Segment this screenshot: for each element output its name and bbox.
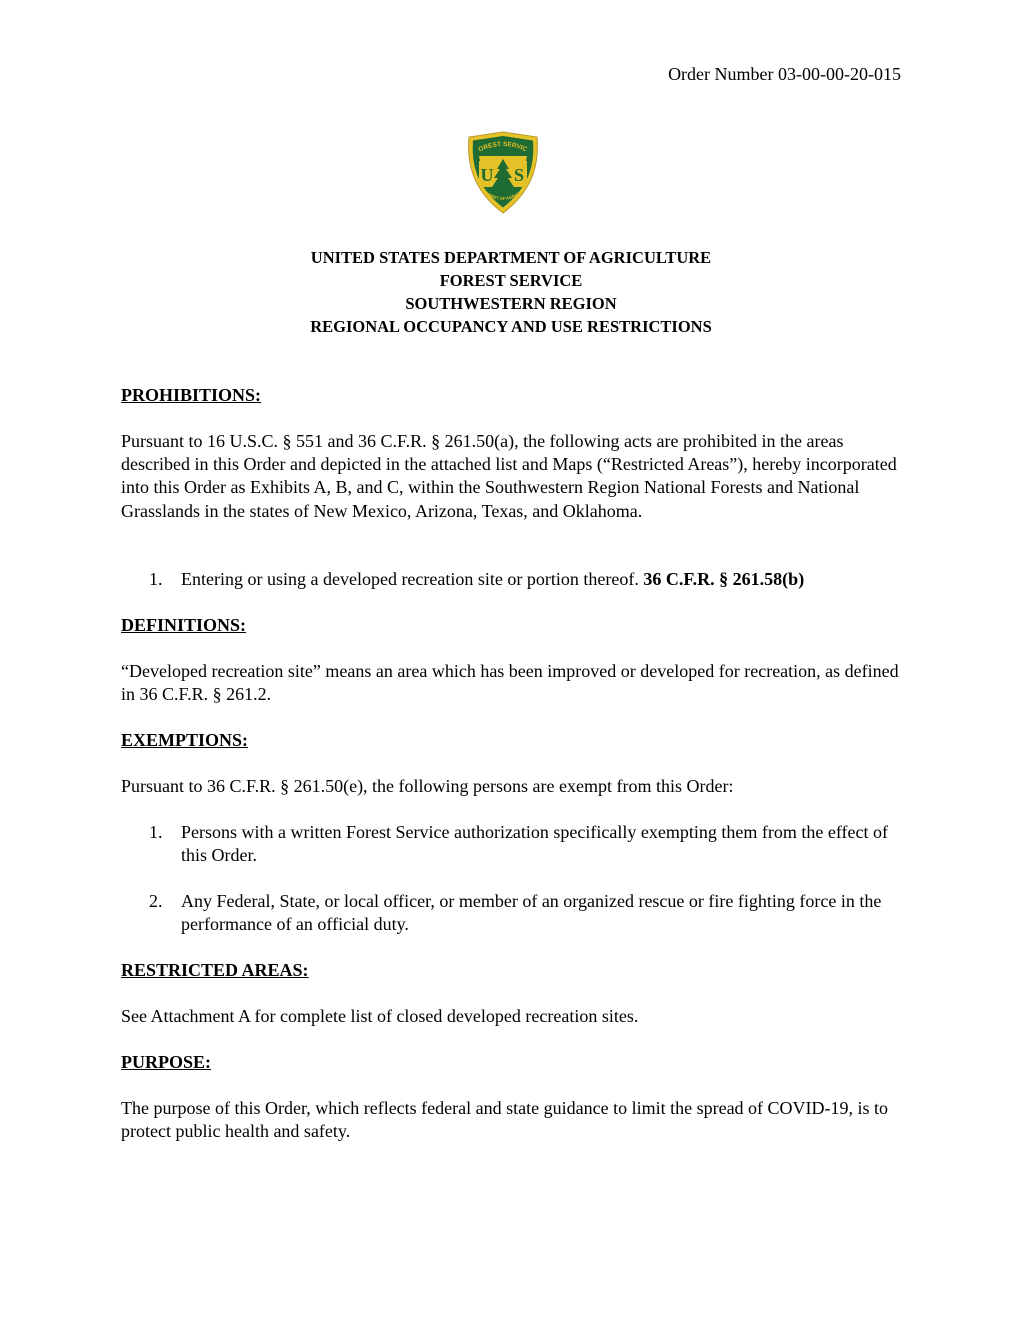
restricted-areas-text: See Attachment A for complete list of closed developed recreation sites. <box>121 1006 639 1026</box>
exemption-item-number: 2. <box>149 891 163 911</box>
svg-text:U: U <box>480 165 494 185</box>
purpose-text: The purpose of this Order, which reflects federal and state guidance to limit the spread of COVID-19, is to protect public health and safety. <box>121 1098 889 1142</box>
definitions-heading: DEFINITIONS: <box>121 615 247 635</box>
prohibition-item-number: 1. <box>149 569 163 589</box>
prohibition-item <box>149 568 901 591</box>
prohibition-item-text: Entering or using a developed recreation site or portion thereof. <box>181 569 639 589</box>
exemption-item-text: Any Federal, State, or local officer, or member of an organized rescue or fire fighting force in the performance of an official duty. <box>181 891 882 935</box>
shield-icon <box>465 131 541 215</box>
exemption-item-number: 1. <box>149 822 163 842</box>
title-line-service: FOREST SERVICE <box>439 271 583 290</box>
order-number: Order Number 03-00-00-20-015 <box>668 64 901 84</box>
title-line-region: SOUTHWESTERN REGION <box>405 294 617 313</box>
exemption-item <box>149 890 901 936</box>
document-page <box>121 0 901 1320</box>
logo-top-text: OREST SERVIC <box>477 140 529 154</box>
svg-text:S: S <box>513 165 525 185</box>
exemption-item <box>149 821 901 867</box>
exemptions-heading: EXEMPTIONS: <box>121 730 249 750</box>
exemptions-intro: Pursuant to 36 C.F.R. § 261.50(e), the following persons are exempt from this Order: <box>121 776 734 796</box>
exemption-item-text: Persons with a written Forest Service authorization specifically exempting them from the effect of this Order. <box>181 822 888 866</box>
title-line-subject: REGIONAL OCCUPANCY AND USE RESTRICTIONS <box>310 317 712 336</box>
document-title-block <box>121 246 901 338</box>
prohibition-item-citation: 36 C.F.R. § 261.58(b) <box>643 569 805 589</box>
definitions-text: “Developed recreation site” means an area which has been improved or developed for recreation, as defined in 36 C.F.R. § 261.2. <box>121 661 899 705</box>
restricted-areas-heading: RESTRICTED AREAS: <box>121 960 309 980</box>
purpose-heading: PURPOSE: <box>121 1052 211 1072</box>
prohibitions-intro: Pursuant to 16 U.S.C. § 551 and 36 C.F.R. § 261.50(a), the following acts are prohibited in the areas described in this Order and depicted in the attached list and Maps (“Restricted Areas”), hereby incorporated into this Order as Exhibits A, B, and C, within the Southwestern Region National Forests and National Grasslands in the states of New Mexico, Arizona, Texas, and Oklahoma. <box>121 431 897 521</box>
prohibition-item-text-wrap <box>181 568 901 591</box>
forest-service-shield-logo <box>465 131 541 215</box>
prohibitions-heading: PROHIBITIONS: <box>121 385 262 405</box>
logo-bottom-text: ARTMENT OF AGRICULT <box>479 187 526 202</box>
title-line-agency: UNITED STATES DEPARTMENT OF AGRICULTURE <box>310 248 712 267</box>
